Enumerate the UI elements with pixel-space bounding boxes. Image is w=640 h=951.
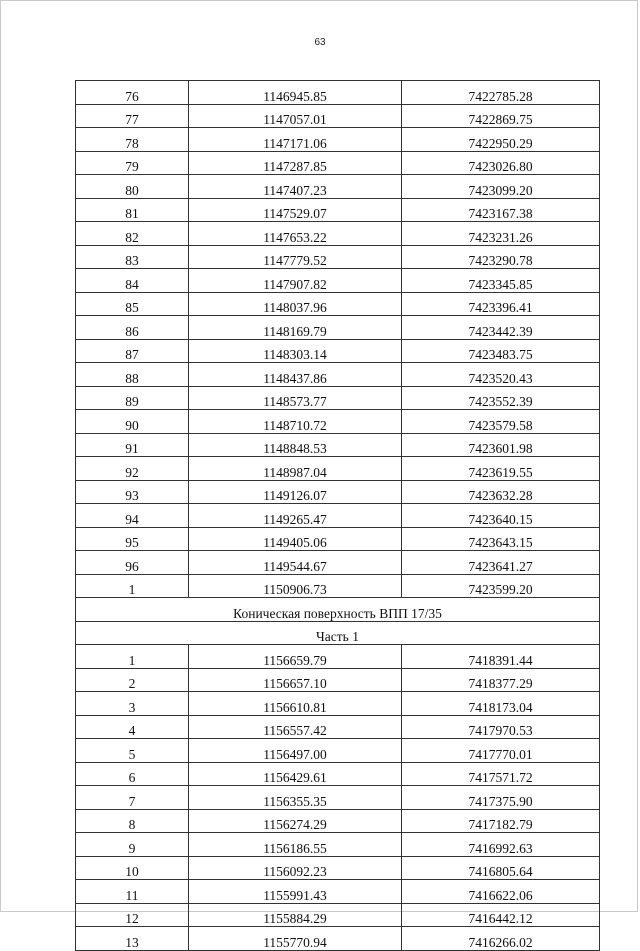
table-row bbox=[76, 104, 600, 128]
point-number-cell: 84 bbox=[76, 269, 189, 293]
point-number-cell: 87 bbox=[76, 339, 189, 363]
point-number-cell: 81 bbox=[76, 198, 189, 222]
table-row bbox=[76, 762, 600, 786]
x-coordinate-cell: 1156557.42 bbox=[189, 715, 402, 739]
y-coordinate-cell: 7423231.26 bbox=[402, 222, 600, 246]
table-row bbox=[76, 151, 600, 175]
table-row bbox=[76, 786, 600, 810]
table-row bbox=[76, 222, 600, 246]
x-coordinate-cell: 1148037.96 bbox=[189, 292, 402, 316]
y-coordinate-cell: 7423599.20 bbox=[402, 574, 600, 598]
point-number-cell: 89 bbox=[76, 386, 189, 410]
x-coordinate-cell: 1148437.86 bbox=[189, 363, 402, 387]
point-number-cell: 5 bbox=[76, 739, 189, 763]
table-row bbox=[76, 504, 600, 528]
point-number-cell: 11 bbox=[76, 880, 189, 904]
table-row bbox=[76, 527, 600, 551]
y-coordinate-cell: 7422950.29 bbox=[402, 128, 600, 152]
point-number-cell: 93 bbox=[76, 480, 189, 504]
y-coordinate-cell: 7417970.53 bbox=[402, 715, 600, 739]
point-number-cell: 83 bbox=[76, 245, 189, 269]
point-number-cell: 77 bbox=[76, 104, 189, 128]
table-row bbox=[76, 809, 600, 833]
x-coordinate-cell: 1156186.55 bbox=[189, 833, 402, 857]
part-title-row bbox=[76, 621, 600, 645]
x-coordinate-cell: 1147529.07 bbox=[189, 198, 402, 222]
coordinates-table bbox=[75, 80, 600, 951]
table-row bbox=[76, 833, 600, 857]
x-coordinate-cell: 1147057.01 bbox=[189, 104, 402, 128]
table-row bbox=[76, 175, 600, 199]
table-row bbox=[76, 668, 600, 692]
y-coordinate-cell: 7423483.75 bbox=[402, 339, 600, 363]
y-coordinate-cell: 7423601.98 bbox=[402, 433, 600, 457]
point-number-cell: 90 bbox=[76, 410, 189, 434]
x-coordinate-cell: 1146945.85 bbox=[189, 81, 402, 105]
y-coordinate-cell: 7422785.28 bbox=[402, 81, 600, 105]
table-row bbox=[76, 480, 600, 504]
y-coordinate-cell: 7417770.01 bbox=[402, 739, 600, 763]
x-coordinate-cell: 1148987.04 bbox=[189, 457, 402, 481]
y-coordinate-cell: 7422869.75 bbox=[402, 104, 600, 128]
x-coordinate-cell: 1148848.53 bbox=[189, 433, 402, 457]
table-row bbox=[76, 927, 600, 951]
x-coordinate-cell: 1147653.22 bbox=[189, 222, 402, 246]
x-coordinate-cell: 1155770.94 bbox=[189, 927, 402, 951]
section-title-row bbox=[76, 598, 600, 622]
x-coordinate-cell: 1147907.82 bbox=[189, 269, 402, 293]
point-number-cell: 96 bbox=[76, 551, 189, 575]
table-row bbox=[76, 363, 600, 387]
table-row bbox=[76, 645, 600, 669]
y-coordinate-cell: 7423167.38 bbox=[402, 198, 600, 222]
x-coordinate-cell: 1156610.81 bbox=[189, 692, 402, 716]
x-coordinate-cell: 1149126.07 bbox=[189, 480, 402, 504]
point-number-cell: 8 bbox=[76, 809, 189, 833]
point-number-cell: 82 bbox=[76, 222, 189, 246]
table-row bbox=[76, 128, 600, 152]
y-coordinate-cell: 7416992.63 bbox=[402, 833, 600, 857]
x-coordinate-cell: 1147407.23 bbox=[189, 175, 402, 199]
y-coordinate-cell: 7423290.78 bbox=[402, 245, 600, 269]
point-number-cell: 79 bbox=[76, 151, 189, 175]
table-row bbox=[76, 269, 600, 293]
x-coordinate-cell: 1147287.85 bbox=[189, 151, 402, 175]
table-row bbox=[76, 903, 600, 927]
x-coordinate-cell: 1150906.73 bbox=[189, 574, 402, 598]
x-coordinate-cell: 1148573.77 bbox=[189, 386, 402, 410]
y-coordinate-cell: 7416622.06 bbox=[402, 880, 600, 904]
y-coordinate-cell: 7417375.90 bbox=[402, 786, 600, 810]
point-number-cell: 94 bbox=[76, 504, 189, 528]
table-section-header bbox=[76, 598, 600, 645]
y-coordinate-cell: 7423552.39 bbox=[402, 386, 600, 410]
table-row bbox=[76, 551, 600, 575]
table-row bbox=[76, 433, 600, 457]
point-number-cell: 1 bbox=[76, 574, 189, 598]
y-coordinate-cell: 7423641.27 bbox=[402, 551, 600, 575]
y-coordinate-cell: 7423579.58 bbox=[402, 410, 600, 434]
x-coordinate-cell: 1156355.35 bbox=[189, 786, 402, 810]
table-row bbox=[76, 245, 600, 269]
point-number-cell: 6 bbox=[76, 762, 189, 786]
y-coordinate-cell: 7423643.15 bbox=[402, 527, 600, 551]
point-number-cell: 91 bbox=[76, 433, 189, 457]
point-number-cell: 13 bbox=[76, 927, 189, 951]
table-row bbox=[76, 81, 600, 105]
point-number-cell: 88 bbox=[76, 363, 189, 387]
y-coordinate-cell: 7423099.20 bbox=[402, 175, 600, 199]
y-coordinate-cell: 7423619.55 bbox=[402, 457, 600, 481]
x-coordinate-cell: 1149544.67 bbox=[189, 551, 402, 575]
x-coordinate-cell: 1156274.29 bbox=[189, 809, 402, 833]
x-coordinate-cell: 1149265.47 bbox=[189, 504, 402, 528]
x-coordinate-cell: 1156497.00 bbox=[189, 739, 402, 763]
point-number-cell: 80 bbox=[76, 175, 189, 199]
table-row bbox=[76, 410, 600, 434]
table-body-top bbox=[76, 81, 600, 598]
point-number-cell: 86 bbox=[76, 316, 189, 340]
table-row bbox=[76, 692, 600, 716]
point-number-cell: 4 bbox=[76, 715, 189, 739]
table-row bbox=[76, 198, 600, 222]
x-coordinate-cell: 1156092.23 bbox=[189, 856, 402, 880]
table-row bbox=[76, 856, 600, 880]
y-coordinate-cell: 7417182.79 bbox=[402, 809, 600, 833]
table-row bbox=[76, 457, 600, 481]
y-coordinate-cell: 7417571.72 bbox=[402, 762, 600, 786]
x-coordinate-cell: 1148710.72 bbox=[189, 410, 402, 434]
y-coordinate-cell: 7423442.39 bbox=[402, 316, 600, 340]
x-coordinate-cell: 1147171.06 bbox=[189, 128, 402, 152]
y-coordinate-cell: 7423520.43 bbox=[402, 363, 600, 387]
x-coordinate-cell: 1148169.79 bbox=[189, 316, 402, 340]
point-number-cell: 7 bbox=[76, 786, 189, 810]
table-row bbox=[76, 715, 600, 739]
table-body-bottom bbox=[76, 645, 600, 951]
x-coordinate-cell: 1156659.79 bbox=[189, 645, 402, 669]
table-row bbox=[76, 316, 600, 340]
point-number-cell: 9 bbox=[76, 833, 189, 857]
point-number-cell: 1 bbox=[76, 645, 189, 669]
table-row bbox=[76, 339, 600, 363]
y-coordinate-cell: 7416805.64 bbox=[402, 856, 600, 880]
x-coordinate-cell: 1155991.43 bbox=[189, 880, 402, 904]
point-number-cell: 3 bbox=[76, 692, 189, 716]
y-coordinate-cell: 7418377.29 bbox=[402, 668, 600, 692]
table-row bbox=[76, 386, 600, 410]
table-row bbox=[76, 574, 600, 598]
y-coordinate-cell: 7416266.02 bbox=[402, 927, 600, 951]
section-title: Коническая поверхность ВПП 17/35 bbox=[76, 598, 600, 622]
x-coordinate-cell: 1156429.61 bbox=[189, 762, 402, 786]
table-row bbox=[76, 880, 600, 904]
y-coordinate-cell: 7418173.04 bbox=[402, 692, 600, 716]
x-coordinate-cell: 1155884.29 bbox=[189, 903, 402, 927]
x-coordinate-cell: 1149405.06 bbox=[189, 527, 402, 551]
x-coordinate-cell: 1148303.14 bbox=[189, 339, 402, 363]
page-number: 63 bbox=[314, 37, 326, 48]
point-number-cell: 92 bbox=[76, 457, 189, 481]
point-number-cell: 95 bbox=[76, 527, 189, 551]
y-coordinate-cell: 7423396.41 bbox=[402, 292, 600, 316]
point-number-cell: 12 bbox=[76, 903, 189, 927]
y-coordinate-cell: 7423345.85 bbox=[402, 269, 600, 293]
x-coordinate-cell: 1156657.10 bbox=[189, 668, 402, 692]
table-row bbox=[76, 739, 600, 763]
table-row bbox=[76, 292, 600, 316]
point-number-cell: 78 bbox=[76, 128, 189, 152]
y-coordinate-cell: 7423632.28 bbox=[402, 480, 600, 504]
point-number-cell: 2 bbox=[76, 668, 189, 692]
point-number-cell: 85 bbox=[76, 292, 189, 316]
x-coordinate-cell: 1147779.52 bbox=[189, 245, 402, 269]
point-number-cell: 76 bbox=[76, 81, 189, 105]
y-coordinate-cell: 7423640.15 bbox=[402, 504, 600, 528]
y-coordinate-cell: 7423026.80 bbox=[402, 151, 600, 175]
point-number-cell: 10 bbox=[76, 856, 189, 880]
y-coordinate-cell: 7416442.12 bbox=[402, 903, 600, 927]
y-coordinate-cell: 7418391.44 bbox=[402, 645, 600, 669]
part-title: Часть 1 bbox=[76, 621, 600, 645]
